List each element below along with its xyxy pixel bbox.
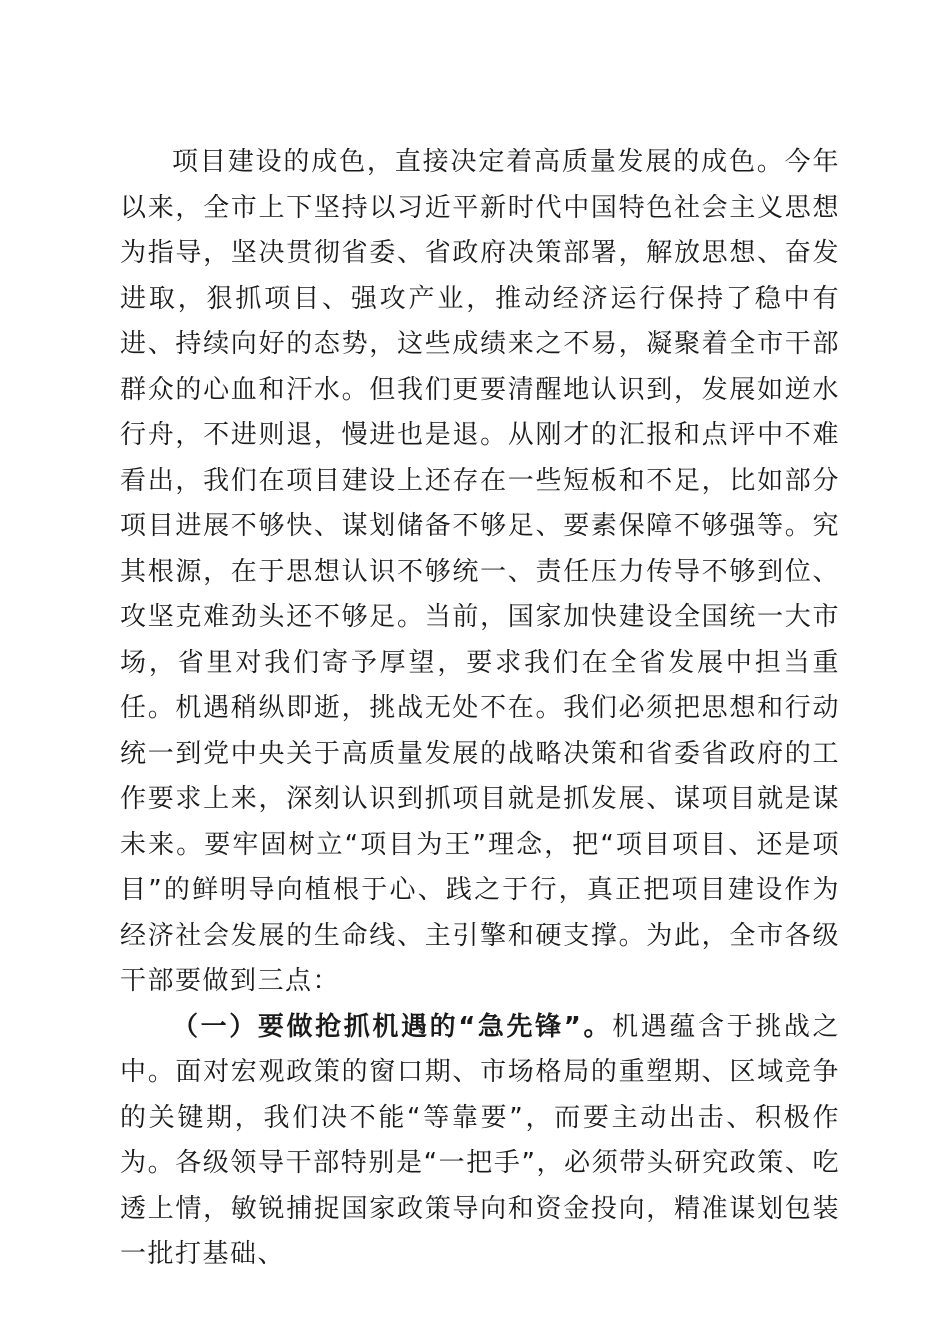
section-one [120,1005,840,1278]
paragraph-intro: 项目建设的成色，直接决定着高质量发展的成色。今年以来，全市上下坚持以习近平新时代中国特色社会主义思想为指导，坚决贯彻省委、省政府决策部署，解放思想、奋发进取，狠抓项目、强攻产业，推动经济运行保持了稳中有进、持续向好的态势，这些成绩来之不易，凝聚着全市干部群众的心血和汗水。但我们更要清醒地认识到，发展如逆水行舟，不进则退，慢进也是退。从刚才的汇报和点评中不难看出，我们在项目建设上还存在一些短板和不足，比如部分项目进展不够快、谋划储备不够足、要素保障不够强等。究其根源，在于思想认识不够统一、责任压力传导不够到位、攻坚克难劲头还不够足。当前，国家加快建设全国统一大市场，省里对我们寄予厚望，要求我们在全省发展中担当重任。机遇稍纵即逝，挑战无处不在。我们必须把思想和行动统一到党中央关于高质量发展的战略决策和省委省政府的工作要求上来，深刻认识到抓项目就是抓发展、谋项目就是谋未来。要牢固树立“项目为王”理念，把“项目项目、还是项目”的鲜明导向植根于心、践之于行，真正把项目建设作为经济社会发展的生命线、主引擎和硬支撑。为此，全市各级干部要做到三点： [120,147,840,996]
section-one-heading: （一）要做抢抓机遇的“急先锋”。 [172,1011,613,1042]
document-body [120,140,840,1278]
section-one-body: 机遇蕴含于挑战之中。面对宏观政策的窗口期、市场格局的重塑期、区域竞争的关键期，我们决不能“等靠要”，而要主动出击、积极作为。各级领导干部特别是“一把手”，必须带头研究政策、吃透上情，敏锐捕捉国家政策导向和资金投向，精准谋划包装一批打基础、 [120,1011,840,1269]
